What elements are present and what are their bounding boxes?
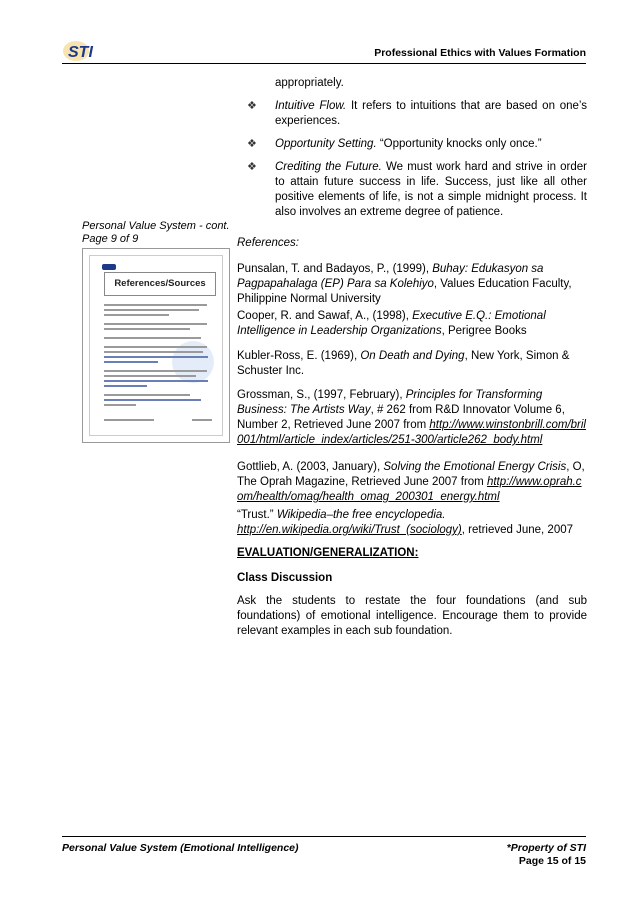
bullet-label: Opportunity Setting.: [275, 138, 377, 150]
slide-caption-page: Page 9 of 9: [82, 233, 139, 245]
slide-text-lines: [104, 304, 212, 409]
ref-author: “Trust.”: [237, 509, 277, 521]
slide-caption: [82, 220, 232, 246]
diamond-bullet-icon: ❖: [247, 161, 257, 173]
evaluation-body: Ask the students to restate the four foundations (and sub foundations) of emotional intelligence. Encourage them to provide relevant examples in each sub foundation.: [237, 595, 587, 637]
ref-author: Kubler-Ross, E. (1969),: [237, 350, 361, 362]
diamond-bullet-icon: ❖: [247, 100, 257, 112]
slide-title: References/Sources: [104, 272, 216, 296]
continuation-text: appropriately.: [275, 77, 344, 89]
reference-item: [237, 508, 587, 538]
footer-right: [507, 842, 586, 868]
slide-frame: [89, 255, 223, 436]
reference-item: [237, 309, 587, 339]
ref-url-link[interactable]: http://www.oprah.com/health/omag/health_omag_200301_energy.html: [237, 476, 582, 503]
ref-author: Cooper, R. and Sawaf, A., (1998),: [237, 310, 413, 322]
sti-logo: [62, 40, 124, 62]
bullet-opportunity-setting: [247, 137, 587, 152]
ref-author: Gottlieb, A. (2003, January),: [237, 461, 384, 473]
ref-title: Buhay: Edukasyon sa Pagpapahalaga (EP) Para sa Kolehiyo: [237, 263, 544, 290]
header-rule: [62, 63, 586, 64]
ref-publisher: , O, The Oprah Magazine, Retrieved June 2007 from: [237, 461, 585, 488]
ref-title: Solving the Emotional Energy Crisis: [383, 461, 567, 473]
ref-publisher: , Perigree Books: [441, 325, 527, 337]
bullet-crediting-future: [247, 160, 587, 220]
footer-property: *Property of STI: [506, 842, 586, 854]
bullet-intuitive-flow: [247, 99, 587, 129]
reference-item: [237, 262, 587, 307]
logo-text: STI: [68, 44, 93, 61]
reference-item: [237, 388, 587, 448]
ref-author: Punsalan, T. and Badayos, P., (1999),: [237, 263, 433, 275]
ref-author: Grossman, S., (1997, February),: [237, 389, 406, 401]
bullet-label: Intuitive Flow.: [275, 100, 347, 112]
slide-logo-icon: [102, 264, 116, 270]
bullet-text: We must work hard and strive in order to attain future success in life. Success, just like all other positive elements of life, is not a simple midnight process. It also involves an extreme degree of patience.: [275, 161, 587, 218]
ref-retrieved: , retrieved June, 2007: [461, 524, 574, 536]
slide-footer: [104, 417, 212, 423]
ref-publisher: , New York, Simon & Schuster Inc.: [237, 350, 570, 377]
references-heading: References:: [237, 237, 300, 249]
ref-title: Executive E.Q.: Emotional Intelligence in Leadership Organizations: [237, 310, 546, 337]
ref-publisher: , Values Education Faculty, Philippine Normal University: [237, 278, 572, 305]
document-title: Professional Ethics with Values Formation: [374, 47, 586, 59]
footer-rule: [62, 836, 586, 837]
footer-page-number: Page 15 of 15: [518, 855, 586, 867]
ref-title: Principles for Transforming Business: The Artists Way: [237, 389, 543, 416]
ref-title: On Death and Dying: [360, 350, 465, 362]
ref-publisher: , # 262 from R&D Innovator Volume 6, Number 2, Retrieved June 2007 from: [237, 404, 565, 431]
ref-title: Wikipedia–the free encyclopedia.: [276, 509, 446, 521]
ref-url-link[interactable]: http://www.winstonbrill.com/bril001/html/article_index/articles/251-300/article262_body.html: [237, 419, 586, 446]
class-discussion-heading: Class Discussion: [237, 572, 333, 584]
diamond-bullet-icon: ❖: [247, 138, 257, 150]
evaluation-heading: EVALUATION/GENERALIZATION:: [237, 547, 419, 559]
ref-url-link[interactable]: http://en.wikipedia.org/wiki/Trust_(sociology): [237, 524, 462, 536]
bullet-text: “Opportunity knocks only once.”: [376, 138, 542, 150]
bullet-label: Crediting the Future.: [275, 161, 382, 173]
slide-thumbnail: [82, 248, 230, 443]
reference-item: [237, 349, 587, 379]
reference-item: [237, 460, 587, 505]
footer-left: Personal Value System (Emotional Intelligence): [62, 842, 299, 854]
bullet-text: It refers to intuitions that are based on one’s experiences.: [275, 100, 588, 127]
slide-caption-title: Personal Value System - cont.: [82, 220, 230, 232]
